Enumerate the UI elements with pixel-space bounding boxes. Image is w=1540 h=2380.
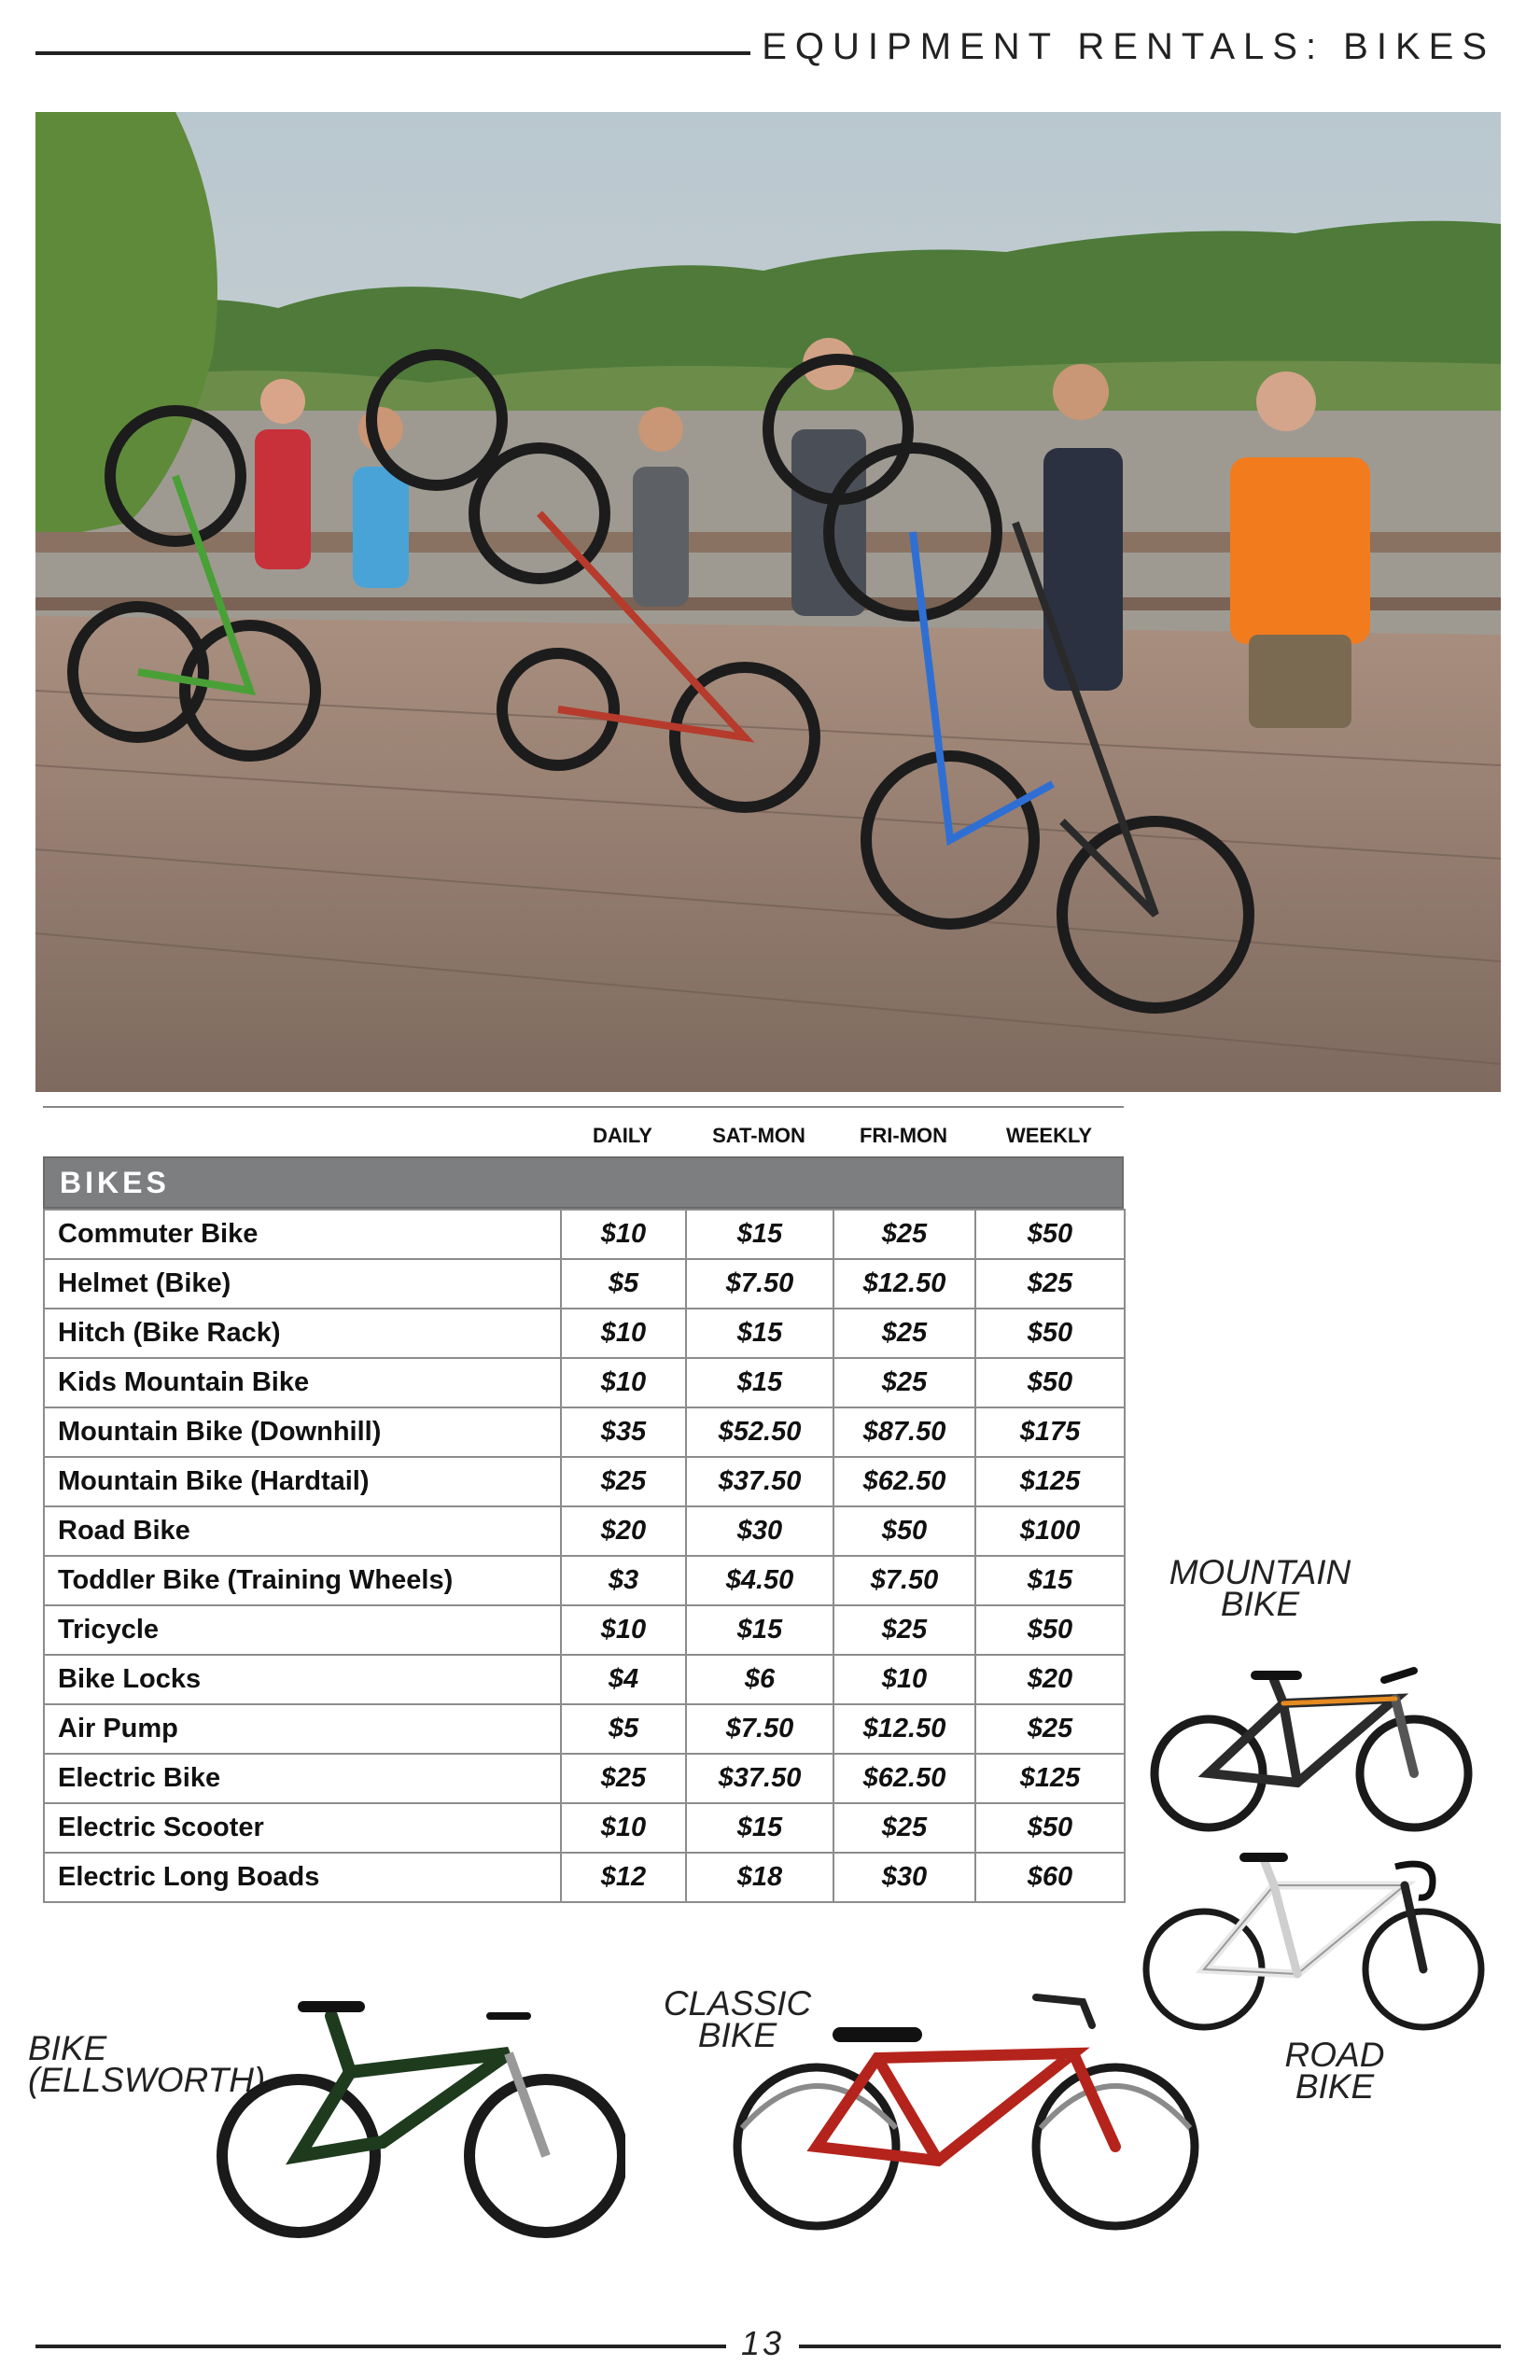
mountain-bike-label bbox=[1157, 1553, 1363, 1623]
price-cell: $30 bbox=[686, 1506, 833, 1556]
table-row bbox=[44, 1605, 1125, 1655]
price-cell: $10 bbox=[833, 1655, 975, 1704]
price-cell: $12.50 bbox=[833, 1259, 975, 1309]
classic-bike-image bbox=[728, 1969, 1204, 2240]
price-cell: $15 bbox=[686, 1358, 833, 1407]
price-cell: $6 bbox=[686, 1655, 833, 1704]
rental-price-table bbox=[43, 1106, 1124, 1903]
price-cell: $62.50 bbox=[833, 1754, 975, 1803]
table-row bbox=[44, 1309, 1125, 1358]
item-name: Air Pump bbox=[44, 1704, 561, 1754]
price-cell: $50 bbox=[975, 1210, 1125, 1259]
item-name: Electric Scooter bbox=[44, 1803, 561, 1853]
table-row bbox=[44, 1704, 1125, 1754]
item-name: Toddler Bike (Training Wheels) bbox=[44, 1556, 561, 1605]
header-rule bbox=[35, 51, 750, 55]
price-cell: $15 bbox=[686, 1803, 833, 1853]
price-cell: $25 bbox=[833, 1358, 975, 1407]
item-name: Road Bike bbox=[44, 1506, 561, 1556]
ellsworth-bike-label: BIKE (ELLSWORTH) bbox=[28, 2029, 266, 2099]
item-name: Commuter Bike bbox=[44, 1210, 561, 1259]
table-row bbox=[44, 1754, 1125, 1803]
table-row bbox=[44, 1457, 1125, 1506]
column-header-row bbox=[43, 1115, 1124, 1156]
price-cell: $50 bbox=[975, 1803, 1125, 1853]
price-cell: $4 bbox=[561, 1655, 686, 1704]
column-header: DAILY bbox=[593, 1124, 652, 1147]
price-cell: $20 bbox=[975, 1655, 1125, 1704]
price-cell: $50 bbox=[975, 1605, 1125, 1655]
price-cell: $25 bbox=[975, 1704, 1125, 1754]
column-header: FRI-MON bbox=[859, 1124, 948, 1147]
price-cell: $12.50 bbox=[833, 1704, 975, 1754]
table-top-rule bbox=[43, 1106, 1124, 1108]
price-cell: $25 bbox=[833, 1605, 975, 1655]
price-cell: $15 bbox=[975, 1556, 1125, 1605]
price-cell: $25 bbox=[833, 1803, 975, 1853]
footer-rule-left bbox=[35, 2345, 726, 2348]
price-cell: $12 bbox=[561, 1853, 686, 1902]
price-grid bbox=[43, 1209, 1126, 1903]
price-cell: $7.50 bbox=[686, 1259, 833, 1309]
price-cell: $20 bbox=[561, 1506, 686, 1556]
table-row bbox=[44, 1853, 1125, 1902]
item-name: Hitch (Bike Rack) bbox=[44, 1309, 561, 1358]
item-name: Mountain Bike (Downhill) bbox=[44, 1407, 561, 1457]
table-row bbox=[44, 1556, 1125, 1605]
price-cell: $25 bbox=[561, 1457, 686, 1506]
price-cell: $25 bbox=[833, 1309, 975, 1358]
price-cell: $125 bbox=[975, 1754, 1125, 1803]
ellsworth-bike-image bbox=[210, 1979, 625, 2245]
page-number: 13 bbox=[740, 2324, 785, 2362]
item-name: Tricycle bbox=[44, 1605, 561, 1655]
price-cell: $25 bbox=[561, 1754, 686, 1803]
table-row bbox=[44, 1803, 1125, 1853]
table-row bbox=[44, 1259, 1125, 1309]
table-row bbox=[44, 1210, 1125, 1259]
price-cell: $7.50 bbox=[833, 1556, 975, 1605]
item-name: Bike Locks bbox=[44, 1655, 561, 1704]
road-bike-label bbox=[1241, 2036, 1428, 2106]
table-row bbox=[44, 1358, 1125, 1407]
price-cell: $25 bbox=[833, 1210, 975, 1259]
price-cell: $4.50 bbox=[686, 1556, 833, 1605]
item-name: Electric Bike bbox=[44, 1754, 561, 1803]
item-name: Mountain Bike (Hardtail) bbox=[44, 1457, 561, 1506]
item-name: Kids Mountain Bike bbox=[44, 1358, 561, 1407]
price-cell: $87.50 bbox=[833, 1407, 975, 1457]
table-row bbox=[44, 1506, 1125, 1556]
price-cell: $35 bbox=[561, 1407, 686, 1457]
price-cell: $15 bbox=[686, 1605, 833, 1655]
item-name: Electric Long Boads bbox=[44, 1853, 561, 1902]
label-line: ROAD bbox=[1284, 2036, 1385, 2074]
price-cell: $50 bbox=[975, 1358, 1125, 1407]
label-line: CLASSIC bbox=[663, 1984, 812, 2023]
price-cell: $5 bbox=[561, 1259, 686, 1309]
label-line: MOUNTAIN bbox=[1169, 1553, 1351, 1591]
price-cell: $10 bbox=[561, 1358, 686, 1407]
price-cell: $100 bbox=[975, 1506, 1125, 1556]
price-cell: $10 bbox=[561, 1803, 686, 1853]
price-cell: $5 bbox=[561, 1704, 686, 1754]
price-cell: $62.50 bbox=[833, 1457, 975, 1506]
page-title: EQUIPMENT RENTALS: BIKES bbox=[762, 26, 1495, 67]
mountain-bike-image bbox=[1143, 1643, 1489, 1839]
price-cell: $37.50 bbox=[686, 1754, 833, 1803]
price-cell: $3 bbox=[561, 1556, 686, 1605]
column-header: SAT-MON bbox=[712, 1124, 805, 1147]
price-cell: $25 bbox=[975, 1259, 1125, 1309]
price-cell: $18 bbox=[686, 1853, 833, 1902]
price-cell: $125 bbox=[975, 1457, 1125, 1506]
price-cell: $10 bbox=[561, 1309, 686, 1358]
price-cell: $15 bbox=[686, 1309, 833, 1358]
price-cell: $52.50 bbox=[686, 1407, 833, 1457]
price-cell: $50 bbox=[975, 1309, 1125, 1358]
price-cell: $60 bbox=[975, 1853, 1125, 1902]
price-cell: $175 bbox=[975, 1407, 1125, 1457]
table-row bbox=[44, 1655, 1125, 1704]
label-line: BIKE bbox=[1295, 2067, 1375, 2106]
price-cell: $10 bbox=[561, 1210, 686, 1259]
price-cell: $7.50 bbox=[686, 1704, 833, 1754]
label-line: BIKE bbox=[697, 2016, 777, 2054]
price-cell: $50 bbox=[833, 1506, 975, 1556]
section-title: BIKES bbox=[60, 1165, 170, 1199]
price-cell: $15 bbox=[686, 1210, 833, 1259]
price-cell: $10 bbox=[561, 1605, 686, 1655]
price-cell: $37.50 bbox=[686, 1457, 833, 1506]
section-header bbox=[43, 1156, 1124, 1209]
price-cell: $30 bbox=[833, 1853, 975, 1902]
label-line: BIKE bbox=[1220, 1585, 1300, 1623]
column-header: WEEKLY bbox=[1005, 1124, 1093, 1147]
item-name: Helmet (Bike) bbox=[44, 1259, 561, 1309]
table-row bbox=[44, 1407, 1125, 1457]
footer-rule-right bbox=[799, 2345, 1501, 2348]
group-bike-photo bbox=[35, 112, 1501, 1092]
